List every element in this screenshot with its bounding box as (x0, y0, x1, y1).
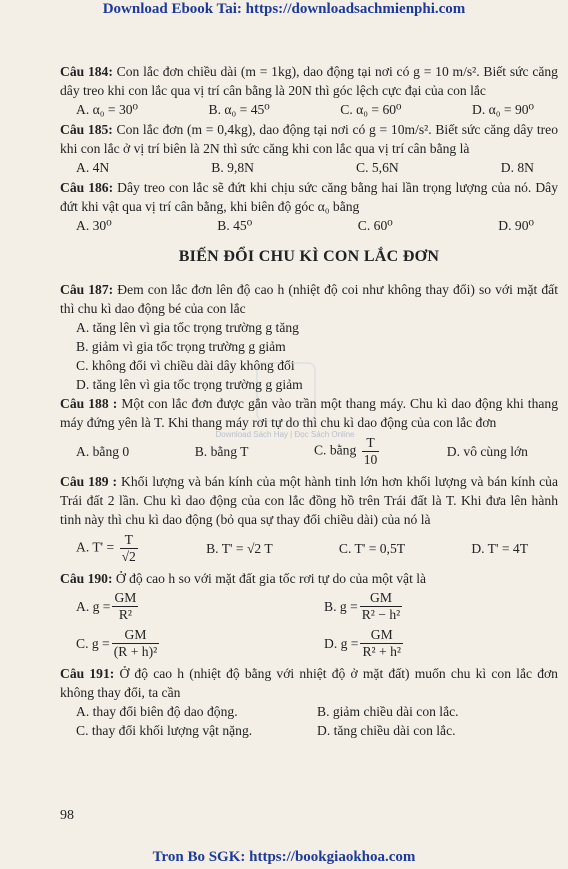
numerator: GM (112, 627, 159, 644)
option-c (76, 627, 324, 660)
denominator: 10 (363, 452, 378, 467)
numerator: GM (114, 590, 137, 605)
question-label: Câu 186: (60, 180, 114, 195)
fraction (362, 435, 380, 468)
option-a: A. bằng 0 (76, 444, 130, 459)
question-label: Câu 190: (60, 571, 113, 586)
option-d: D. vô cùng lớn (446, 444, 528, 459)
option-b: B. giảm vì gia tốc trọng trường g giảm (76, 339, 286, 354)
denominator: R² − h² (361, 607, 401, 622)
options-185 (60, 158, 558, 177)
option-d: D. α₀ = 90⁰ (472, 102, 534, 117)
options-191-row2 (60, 721, 558, 740)
fraction (112, 627, 159, 660)
numerator: T (120, 532, 138, 549)
option-b: B. α₀ = 45⁰ (208, 102, 270, 117)
question-label: Câu 188 : (60, 396, 118, 411)
question-188 (60, 394, 558, 432)
page-number: 98 (60, 808, 74, 823)
option-b-prefix: B. g = (324, 599, 358, 614)
question-text: Một con lắc đơn được gắn vào trần một thang máy. Chu kì dao động khi thang máy đứng yên là T. Khi thang máy rơi tự do thì chu kì dao động của con lắc đơn (60, 396, 559, 430)
option-c (314, 435, 381, 468)
fraction (360, 627, 402, 660)
option-a (76, 590, 324, 623)
option-b (324, 590, 568, 623)
question-label: Câu 191: (60, 666, 115, 681)
option-d (324, 627, 568, 660)
option-d: D. 8N (500, 160, 534, 175)
question-label: Câu 189 : (60, 474, 118, 489)
option-b: B. bằng T (194, 444, 249, 459)
question-190 (60, 569, 558, 588)
option-d: D. tăng lên vì gia tốc trọng trường g giảm (76, 377, 303, 392)
bookgiaokhoa-banner[interactable]: Tron Bo SGK: https://bookgiaokhoa.com (152, 849, 416, 865)
denominator: (R + h)² (113, 644, 158, 659)
option-a: A. α₀ = 30⁰ (76, 102, 138, 117)
options-190 (60, 590, 558, 660)
numerator: GM (360, 627, 402, 644)
option-c: C. α₀ = 60⁰ (340, 102, 402, 117)
option-c: C. không đổi vì chiều dài dây không đổi (76, 358, 295, 373)
section-title: BIẾN ĐỔI CHU KÌ CON LẮC ĐƠN (178, 248, 440, 265)
fraction (360, 590, 402, 623)
option-d: D. T' = 4T (471, 541, 528, 556)
question-191 (60, 664, 558, 702)
question-187 (60, 280, 558, 318)
option-a: A. thay đổi biên độ dao động. (76, 704, 238, 719)
option-a: A. 4N (76, 160, 110, 175)
option-c: C. T' = 0,5T (338, 541, 406, 556)
options-191-row1 (60, 702, 558, 721)
options-186 (60, 216, 558, 235)
page-content (60, 62, 558, 740)
question-186 (60, 178, 558, 216)
denominator: R² (118, 607, 133, 622)
option-b: B. T' = √2 T (206, 541, 273, 556)
option-d: D. 90⁰ (498, 218, 534, 233)
option-c: C. 5,6N (356, 160, 399, 175)
question-label: Câu 185: (60, 122, 113, 137)
fraction (112, 590, 138, 623)
download-banner[interactable]: Download Ebook Tai: https://downloadsachmienphi.com (102, 1, 466, 17)
option-c: C. thay đổi khối lượng vật nặng. (76, 723, 253, 738)
numerator: GM (360, 590, 402, 607)
question-text: Dây treo con lắc sẽ đứt khi chịu sức căng bằng hai lần trọng lượng của nó. Dây đứt khi vật qua vị trí cân bằng, khi biên độ góc α₀ bằng (60, 180, 558, 214)
question-189 (60, 472, 558, 529)
question-185 (60, 120, 558, 158)
option-c: C. 60⁰ (357, 218, 393, 233)
question-text: Con lắc đơn (m = 0,4kg), dao động tại nơi có g = 10m/s². Biết sức căng dây treo khi con lắc ở vị trí biên là 2N thì sức căng khi con lắc qua vị trí cân bằng là (60, 122, 558, 156)
option-a: A. tăng lên vì gia tốc trọng trường g tăng (76, 320, 299, 335)
option-d-prefix: D. g = (324, 636, 359, 651)
question-text: Khối lượng và bán kính của một hành tinh lớn hơn khối lượng và bán kính của Trái đất 2 lần. Chu kì dao động của con lắc đồng hồ trên Trái đất là T. Khi đưa lên hành tinh này thì chu kì dao động (bỏ qua sự thay đổi chiều dài) của nó là (60, 474, 559, 527)
options-184 (60, 100, 558, 119)
question-text: Con lắc đơn chiều dài (m = 1kg), dao động tại nơi có g = 10 m/s². Biết sức căng dây treo khi con lắc qua vị trí cân bằng là 20N thì góc lệch cực đại của con lắc (60, 64, 558, 98)
option-d: D. tăng chiều dài con lắc. (317, 723, 456, 738)
option-a: A. 30⁰ (76, 218, 112, 233)
option-c-prefix: C. g = (76, 636, 110, 651)
denominator: R² + h² (362, 644, 401, 659)
question-label: Câu 187: (60, 282, 114, 297)
option-c-prefix: C. bằng (313, 442, 357, 458)
option-a-prefix: A. g = (76, 599, 111, 614)
fraction (120, 532, 138, 565)
question-text: Ở độ cao h so với mặt đất gia tốc rơi tự do của một vật là (115, 571, 427, 586)
option-b: B. 9,8N (211, 160, 254, 175)
question-184 (60, 62, 558, 100)
question-text: Ở độ cao h (nhiệt độ bằng với nhiệt độ ở mặt đất) muốn chu kì con lắc đơn không thay đổi, ta cần (60, 666, 558, 700)
question-label: Câu 184: (60, 64, 113, 79)
watermark-text: Download Sách Hay | Đọc Sách Online (215, 430, 355, 439)
option-b: B. giảm chiều dài con lắc. (317, 704, 459, 719)
question-text: Đem con lắc đơn lên độ cao h (nhiệt độ coi như không thay đổi) so với mặt đất thì chu kì dao động bé của con lắc (60, 282, 558, 316)
options-189 (60, 532, 558, 565)
option-b: B. 45⁰ (217, 218, 253, 233)
option-a-prefix: A. T' = (76, 539, 115, 555)
option-a (76, 532, 140, 565)
options-188 (60, 435, 558, 468)
denominator: √2 (121, 549, 136, 564)
numerator: T (362, 435, 380, 452)
